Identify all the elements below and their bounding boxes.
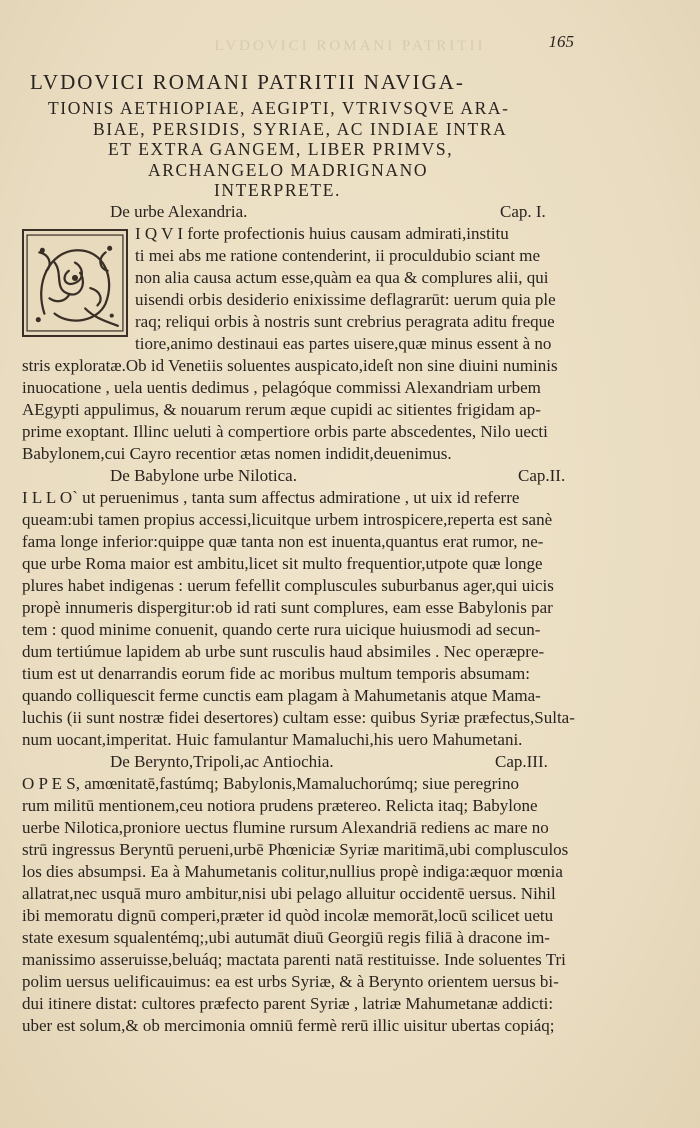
text-line: plures habet indigenas : uerum fefellit compluscules suburbanus ager,qui uicis <box>22 576 554 595</box>
title-line: BIAE, PERSIDIS, SYRIAE, AC INDIAE INTRA <box>93 119 508 139</box>
text-line: ibi memoratu dignū comperi,præter id quòd incolæ memorāt,locū scilicet uetu <box>22 906 554 925</box>
text-line: raq; reliqui orbis à nostris sunt crebrius peragrata aditu freque <box>135 312 555 331</box>
chapter-number: Cap.II. <box>518 466 566 485</box>
chapter-heading <box>110 465 570 487</box>
text-line: I Q V I forte profectionis huius causam admirati,institu <box>135 224 509 243</box>
text-line: tiore,animo destinaui eas partes uisere,quæ minus essent à no <box>135 334 552 353</box>
text-line: AEgypti appulimus, & nouarum rerum æque cupidi ac sitientes frigidam ap- <box>22 400 541 419</box>
chapter-title: De Babylone urbe Nilotica. <box>110 466 297 485</box>
text-line: uisendi orbis desiderio enixissime deflagrarūt: uerum quia ple <box>135 290 556 309</box>
chapter-title: De urbe Alexandria. <box>110 202 248 221</box>
text-line: que urbe Roma maior est ambitu,licet sit multo frequentior,utpote quæ longe <box>22 554 543 573</box>
text-line: queam:ubi tamen propius accessi,licuitque urbem introspicere,reperta est sanè <box>22 510 553 529</box>
page-number: 165 <box>548 32 574 51</box>
text-line: dui itinere distat: cultores præfecto parent Syriæ , latriæ Mahumetanæ addicti: <box>22 994 554 1013</box>
title-line: LVDOVICI ROMANI PATRITII NAVIGA- <box>30 70 465 94</box>
title-line: ET EXTRA GANGEM, LIBER PRIMVS, <box>108 139 454 159</box>
text-line: allatrat,nec usquā muro ambitur,nisi ubi pelago alluitur occidentē uersus. Nihil <box>22 884 556 903</box>
text-line: dum tertiúmue lapidem ab urbe sunt rusculis haud absimiles . Nec operæpre- <box>22 642 545 661</box>
text-line: ti mei abs me ratione contenderint, ii proculdubio sciant me <box>135 246 541 265</box>
text-line: uerbe Nilotica,proniore uectus flumine rursum Alexandriā rediens ac mare no <box>22 818 549 837</box>
text-line: O P E S, amœnitatē,fastúmq; Babylonis,Mamaluchorúmq; siue peregrino <box>22 774 520 793</box>
text-line: I L L O` ut peruenimus , tanta sum affectus admiratione , ut uix id referre <box>22 488 520 507</box>
decorated-initial-q <box>22 229 128 337</box>
text-line: rum militū mentionem,ceu notiora prudens prætereo. Relicta itaq; Babylone <box>22 796 538 815</box>
text-line: tium est ut denarrandis eorum fide ac moribus multum temporis absumam: <box>22 664 531 683</box>
text-line: fama longe inferior:quippe quæ tanta non est inuenta,quantus erat rumor, ne- <box>22 532 544 551</box>
text-line: Babylonem,cui Cayro recentior ætas nomen indidit,deuenimus. <box>22 444 452 463</box>
title-line: INTERPRETE. <box>214 180 341 200</box>
text-line: tem : quod minime conuenit, quando certe rura uicique huiusmodi ad secun- <box>22 620 541 639</box>
text-line: inuocatione , uela uentis dedimus , pelagóque commissi Alexandriam urbem <box>22 378 541 397</box>
text-line: non alia causa actum esse,quàm ea qua & complures alii, qui <box>135 268 549 287</box>
text-line: uber est solum,& ob mercimonia omniū fermè rerū illic uisitur ubertas copiáq; <box>22 1016 555 1035</box>
chapter-number: Cap.III. <box>495 752 548 771</box>
text-line: quando colliquescit ferme cunctis eam plagam à Mahumetanis atque Mama- <box>22 686 541 705</box>
title-line: ARCHANGELO MADRIGNANO <box>148 160 429 180</box>
text-line: state exesum squalentémq;,ubi autumāt diuū Georgiū regis filiā à dracone im- <box>22 928 550 947</box>
chapter-number: Cap. I. <box>500 202 546 221</box>
bleed-through-header: LVDOVICI ROMANI PATRITII <box>214 38 486 54</box>
text-line: stris exploratæ.Ob id Venetiis soluentes auspicato,ideſt non sine diuini numinis <box>22 356 558 375</box>
title-line: TIONIS AETHIOPIAE, AEGIPTI, VTRIVSQVE ARA- <box>48 98 510 118</box>
text-line: manissimo asseruisse,beluáq; mactata parenti natā restituisse. Inde soluentes Tri <box>22 950 566 969</box>
text-line: strū ingressus Beryntū perueni,urbē Phœniciæ Syriæ maritimā,ubi complusculos <box>22 840 569 859</box>
text-line: prime exoptant. Illinc ueluti à compertiore orbis parte abscedentes, Nilo uecti <box>22 422 548 441</box>
floral-ornament-icon <box>24 231 126 335</box>
chapter-title: De Berynto,Tripoli,ac Antiochia. <box>110 752 334 771</box>
chapter-heading <box>110 751 570 773</box>
text-line: num uocant,imperitat. Huic famulantur Mamaluchi,his uero Mahumetani. <box>22 730 523 749</box>
text-line: polim uersus uelificauimus: ea est urbs Syriæ, & à Berynto orientem uersus bi- <box>22 972 559 991</box>
chapter-heading <box>110 201 550 223</box>
text-line: propè innumeris dispergitur:ob id rati sunt complures, eam esse Babylonis par <box>22 598 553 617</box>
text-line: los dies absumpsi. Ea à Mahumetanis colitur,nullius propè indiga:æquor mœnia <box>22 862 563 881</box>
text-line: luchis (ii sunt nostræ fidei desertores) cultam esse: quibus Syriæ præfectus,Sulta- <box>22 708 575 727</box>
